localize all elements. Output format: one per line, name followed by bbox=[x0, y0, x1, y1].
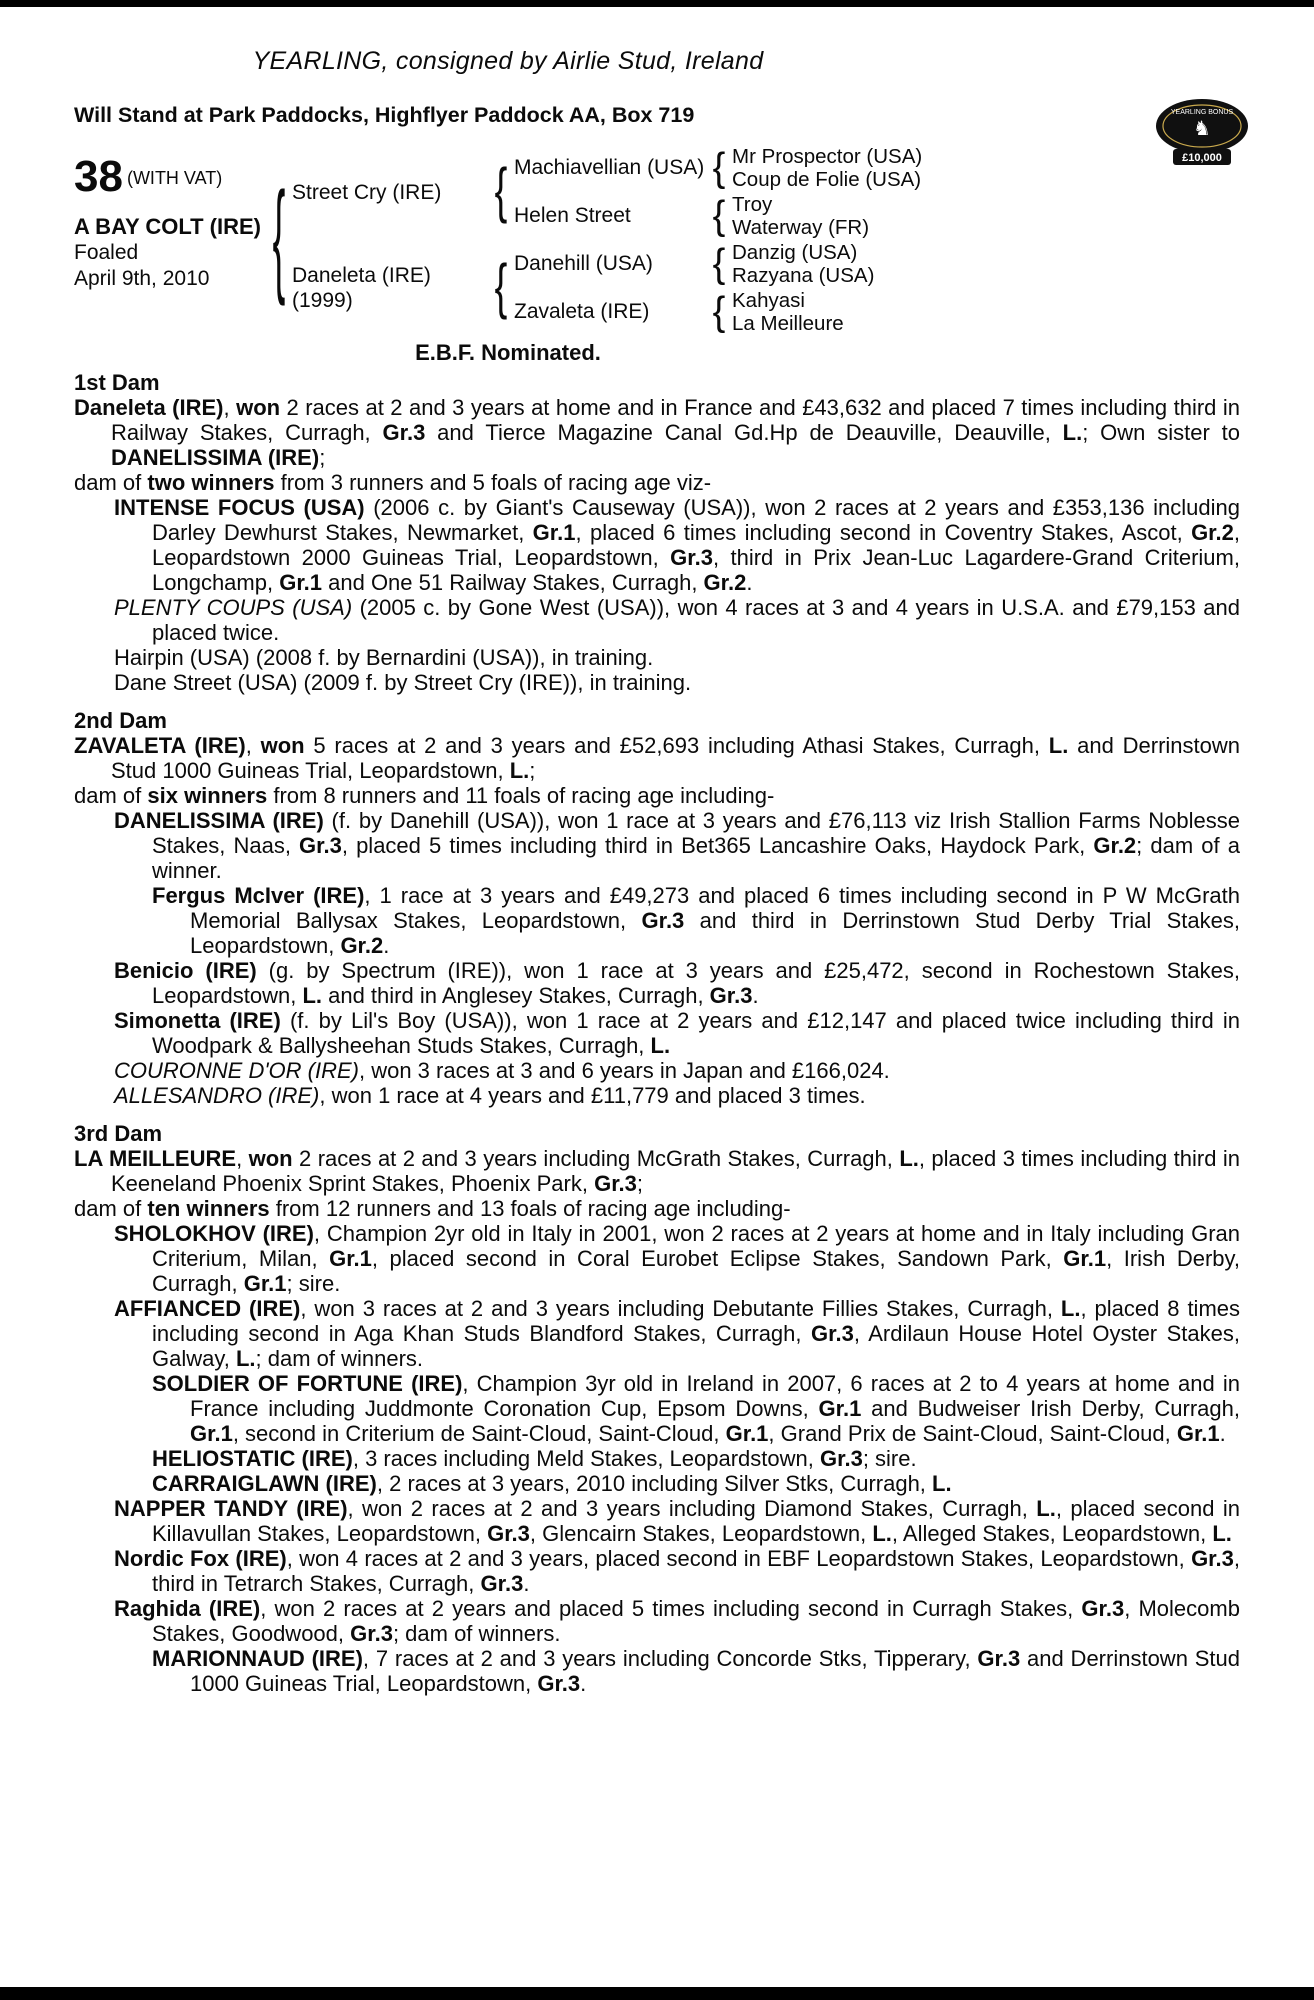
dam-year: (1999) bbox=[292, 289, 353, 312]
gen3-pair bbox=[732, 193, 964, 239]
pedigree-paragraph: MARIONNAUD (IRE), 7 races at 2 and 3 years including Concorde Stks, Tipperary, Gr.3 and Derrinstown Stud 1000 Guineas Trial, Leopardstown, Gr.3. bbox=[152, 1646, 1240, 1696]
gen3-sire-name: Kahyasi bbox=[732, 289, 805, 312]
lot-line bbox=[74, 152, 266, 202]
badge-amount: £10,000 bbox=[1182, 152, 1222, 164]
pedigree-paragraph: dam of ten winners from 12 runners and 13 foals of racing age including- bbox=[74, 1196, 791, 1221]
consignment-title: YEARLING, consigned by Airlie Stud, Ireland bbox=[252, 47, 764, 75]
gen3-dam-name: La Meilleure bbox=[732, 312, 844, 335]
lot-info bbox=[74, 144, 266, 336]
lot-description: A BAY COLT (IRE) bbox=[74, 214, 262, 239]
pedigree-table bbox=[74, 144, 1240, 336]
gen3-dam-name: Coup de Folie (USA) bbox=[732, 168, 922, 191]
pedigree-brace-gen1: { bbox=[272, 170, 286, 310]
pedigree-paragraph: HELIOSTATIC (IRE), 3 races including Meld Stakes, Leopardstown, Gr.3; sire. bbox=[152, 1446, 917, 1471]
dam-sire-name: Danehill (USA) bbox=[514, 252, 653, 275]
dam-block bbox=[292, 240, 964, 336]
pedigree-paragraph: Simonetta (IRE) (f. by Lil's Boy (USA)), won 1 race at 2 years and £12,147 and placed twice including third in Woodpark & Ballysheehan Studs Stakes, Curragh, L. bbox=[114, 1008, 1240, 1058]
page-bottom-border bbox=[0, 1987, 1314, 2000]
gen3-dam-name: Razyana (USA) bbox=[732, 264, 875, 287]
dam-parents-column bbox=[514, 240, 964, 336]
pedigree-sections bbox=[74, 370, 1240, 1696]
pedigree-brace: { bbox=[712, 145, 726, 191]
dam-name: Daneleta (IRE) bbox=[292, 264, 431, 287]
foaled-label: Foaled bbox=[74, 241, 139, 264]
pedigree-paragraph: ALLESANDRO (IRE), won 1 race at 4 years and £11,779 and placed 3 times. bbox=[114, 1083, 866, 1108]
dam-name-block bbox=[292, 263, 488, 313]
sire-parents-column bbox=[514, 144, 964, 240]
gen3-sire-name: Troy bbox=[732, 193, 773, 216]
pedigree-brace: { bbox=[712, 193, 726, 239]
pedigree-paragraph: LA MEILLEURE, won 2 races at 2 and 3 years including McGrath Stakes, Curragh, L., placed 3 times including third in Keeneland Phoenix Sprint Stakes, Phoenix Park, Gr.3; bbox=[74, 1146, 1240, 1196]
dam-section-heading: 2nd Dam bbox=[74, 708, 167, 733]
horse-icon: ♞ bbox=[1193, 118, 1211, 140]
gen3-dam-name: Waterway (FR) bbox=[732, 216, 870, 239]
pedigree-paragraph: PLENTY COUPS (USA) (2005 c. by Gone West (USA)), won 4 races at 3 and 4 years in U.S.A. and £79,153 and placed twice. bbox=[114, 595, 1240, 645]
pedigree-paragraph: Hairpin (USA) (2008 f. by Bernardini (USA)), in training. bbox=[114, 645, 654, 670]
pedigree-paragraph: NAPPER TANDY (IRE), won 2 races at 2 and 3 years including Diamond Stakes, Curragh, L., placed second in Killavullan Stakes, Leopardstown, Gr.3, Glencairn Stakes, Leopardstown, L., Alleged Stakes, Leopardstown, L. bbox=[114, 1496, 1240, 1546]
pedigree-paragraph: SOLDIER OF FORTUNE (IRE), Champion 3yr old in Ireland in 2007, 6 races at 2 to 4 years at home and in France including Juddmonte Coronation Cup, Epsom Downs, Gr.1 and Budweiser Irish Derby, Curragh, Gr.1, second in Criterium de Saint-Cloud, Saint-Cloud, Gr.1, Grand Prix de Saint-Cloud, Saint-Cloud, Gr.1. bbox=[152, 1371, 1241, 1446]
pedigree-paragraph: Dane Street (USA) (2009 f. by Street Cry (IRE)), in training. bbox=[114, 670, 692, 695]
catalogue-page bbox=[0, 47, 1314, 1696]
gen3-pair bbox=[732, 145, 964, 191]
gen3-sire-name: Danzig (USA) bbox=[732, 241, 858, 264]
pedigree-paragraph: CARRAIGLAWN (IRE), 2 races at 3 years, 2010 including Silver Stks, Curragh, L. bbox=[152, 1471, 952, 1496]
foaled-date: April 9th, 2010 bbox=[74, 267, 210, 290]
gen3-pair bbox=[732, 289, 964, 335]
pedigree-brace-sire: { bbox=[494, 158, 508, 226]
lot-vat-note: (WITH VAT) bbox=[126, 168, 223, 188]
stand-location: Will Stand at Park Paddocks, Highflyer Paddock AA, Box 719 bbox=[74, 103, 695, 127]
pedigree-brace: { bbox=[712, 289, 726, 335]
pedigree-brace: { bbox=[712, 241, 726, 287]
pedigree-gen1-column bbox=[292, 144, 964, 336]
pedigree-paragraph: Fergus McIver (IRE), 1 race at 3 years and £49,273 and placed 6 times including second in P W McGrath Memorial Ballysax Stakes, Leopardstown, Gr.3 and third in Derrinstown Stud Derby Trial Stakes, Leopardstown, Gr.2. bbox=[152, 883, 1240, 958]
gen3-sire-name: Mr Prospector (USA) bbox=[732, 145, 923, 168]
pedigree-paragraph: Benicio (IRE) (g. by Spectrum (IRE)), won 1 race at 3 years and £25,472, second in Rochestown Stakes, Leopardstown, L. and third in Anglesey Stakes, Curragh, Gr.3. bbox=[114, 958, 1240, 1008]
badge-title: YEARLING BONUS bbox=[1170, 109, 1234, 116]
sire-name: Street Cry (IRE) bbox=[292, 180, 442, 204]
pedigree-brace-dam: { bbox=[494, 254, 508, 322]
sire-block bbox=[292, 144, 964, 240]
gen3-pair bbox=[732, 241, 964, 287]
pedigree-paragraph: dam of six winners from 8 runners and 11 foals of racing age including- bbox=[74, 783, 775, 808]
page-top-border bbox=[0, 0, 1314, 7]
pedigree-paragraph: DANELISSIMA (IRE) (f. by Danehill (USA)), won 1 race at 3 years and £76,113 viz Irish Stallion Farms Noblesse Stakes, Naas, Gr.3, placed 5 times including third in Bet365 Lancashire Oaks, Haydock Park, Gr.2; dam of a winner. bbox=[114, 808, 1240, 883]
pedigree-paragraph: Daneleta (IRE), won 2 races at 2 and 3 years at home and in France and £43,632 and placed 7 times including third in Railway Stakes, Curragh, Gr.3 and Tierce Magazine Canal Gd.Hp de Deauville, Deauville, L.; Own sister to DANELISSIMA (IRE); bbox=[74, 395, 1241, 470]
sire-sire-block bbox=[514, 144, 964, 192]
pedigree-paragraph: COURONNE D'OR (IRE), won 3 races at 3 and 6 years in Japan and £166,024. bbox=[114, 1058, 890, 1083]
pedigree-paragraph: INTENSE FOCUS (USA) (2006 c. by Giant's Causeway (USA)), won 2 races at 2 years and £353,136 including Darley Dewhurst Stakes, Newmarket, Gr.1, placed 6 times including second in Coventry Stakes, Ascot, Gr.2, Leopardstown 2000 Guineas Trial, Leopardstown, Gr.3, third in Prix Jean-Luc Lagardere-Grand Criterium, Longchamp, Gr.1 and One 51 Railway Stakes, Curragh, Gr.2. bbox=[114, 495, 1240, 595]
pedigree-paragraph: Raghida (IRE), won 2 races at 2 years and placed 5 times including second in Curragh Stakes, Gr.3, Molecomb Stakes, Goodwood, Gr.3; dam of winners. bbox=[114, 1596, 1240, 1646]
pedigree-paragraph: AFFIANCED (IRE), won 3 races at 2 and 3 years including Debutante Fillies Stakes, Curragh, L., placed 8 times including second in Aga Khan Studs Blandford Stakes, Curragh, Gr.3, Ardilaun House Hotel Oyster Stakes, Galway, L.; dam of winners. bbox=[114, 1296, 1241, 1371]
dam-dam-block bbox=[514, 288, 964, 336]
pedigree-paragraph: Nordic Fox (IRE), won 4 races at 2 and 3 years, placed second in EBF Leopardstown Stakes, Leopardstown, Gr.3, third in Tetrarch Stakes, Curragh, Gr.3. bbox=[114, 1546, 1240, 1596]
sire-sire-name: Machiavellian (USA) bbox=[514, 156, 705, 179]
ebf-nominated: E.B.F. Nominated. bbox=[415, 340, 601, 365]
pedigree-paragraph: dam of two winners from 3 runners and 5 foals of racing age viz- bbox=[74, 470, 712, 495]
dam-section-heading: 3rd Dam bbox=[74, 1121, 163, 1146]
dam-section-heading: 1st Dam bbox=[74, 370, 160, 395]
dam-sire-block bbox=[514, 240, 964, 288]
sire-dam-name: Helen Street bbox=[514, 204, 631, 227]
lot-number: 38 bbox=[74, 152, 123, 201]
sire-dam-block bbox=[514, 192, 964, 240]
yearling-bonus-badge bbox=[1154, 97, 1250, 172]
dam-dam-name: Zavaleta (IRE) bbox=[514, 300, 650, 323]
pedigree-paragraph: ZAVALETA (IRE), won 5 races at 2 and 3 years and £52,693 including Athasi Stakes, Curragh, L. and Derrinstown Stud 1000 Guineas Trial, Leopardstown, L.; bbox=[74, 733, 1240, 783]
pedigree-paragraph: SHOLOKHOV (IRE), Champion 2yr old in Italy in 2001, won 2 races at 2 years at home and in Italy including Gran Criterium, Milan, Gr.1, placed second in Coral Eurobet Eclipse Stakes, Sandown Park, Gr.1, Irish Derby, Curragh, Gr.1; sire. bbox=[114, 1221, 1241, 1296]
